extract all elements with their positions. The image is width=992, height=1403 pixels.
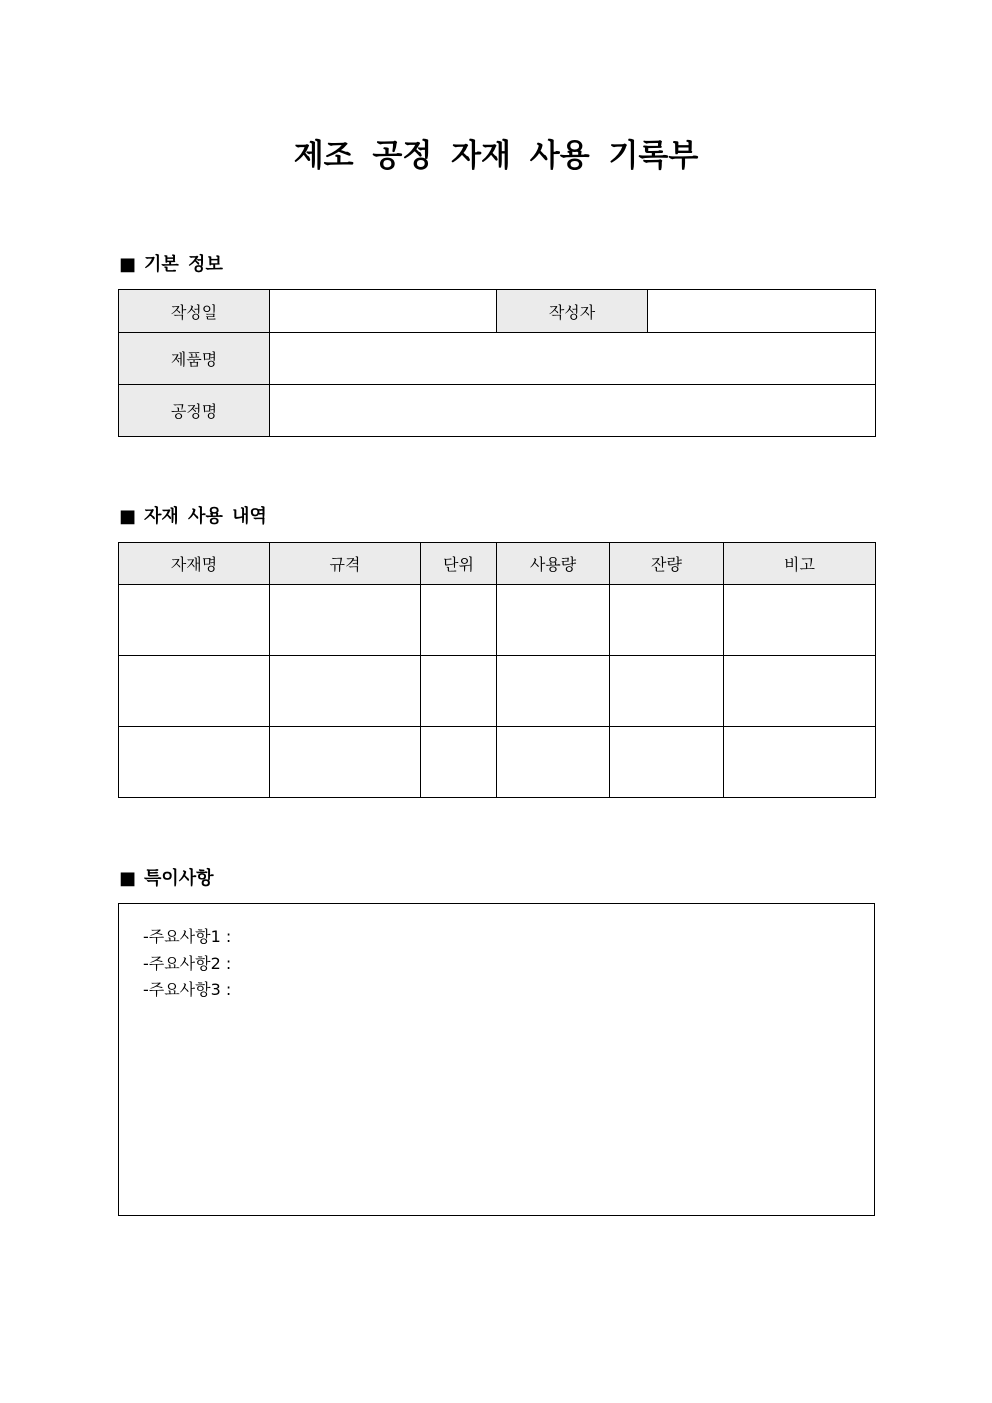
table-cell[interactable] xyxy=(270,656,421,727)
list-item: -주요사항3 : xyxy=(143,980,232,999)
label-process: 공정명 xyxy=(119,385,270,437)
label-author: 작성자 xyxy=(497,290,648,333)
table-cell[interactable] xyxy=(421,656,497,727)
table-cell[interactable] xyxy=(119,727,270,798)
table-cell[interactable] xyxy=(497,585,610,656)
table-cell[interactable] xyxy=(610,727,724,798)
label-date: 작성일 xyxy=(119,290,270,333)
table-cell[interactable] xyxy=(497,727,610,798)
table-cell[interactable] xyxy=(497,656,610,727)
section-title: 기본 정보 xyxy=(144,254,223,275)
section-heading-material-usage xyxy=(119,505,267,529)
table-row xyxy=(119,727,876,798)
table-cell[interactable] xyxy=(270,727,421,798)
table-cell[interactable] xyxy=(421,585,497,656)
column-header-note: 비고 xyxy=(724,543,876,585)
date-value-field[interactable] xyxy=(270,290,497,333)
column-header-remaining: 잔량 xyxy=(610,543,724,585)
table-row xyxy=(119,656,876,727)
square-bullet-icon: ■ xyxy=(119,868,137,889)
square-bullet-icon: ■ xyxy=(119,254,137,275)
column-header-material-name: 자재명 xyxy=(119,543,270,585)
column-header-used-qty: 사용량 xyxy=(497,543,610,585)
document-title: 제조 공정 자재 사용 기록부 xyxy=(293,138,699,174)
column-header-spec: 규격 xyxy=(270,543,421,585)
table-cell[interactable] xyxy=(270,585,421,656)
label-product: 제품명 xyxy=(119,333,270,385)
square-bullet-icon: ■ xyxy=(119,506,137,527)
table-cell[interactable] xyxy=(724,727,876,798)
table-cell[interactable] xyxy=(119,585,270,656)
author-value-field[interactable] xyxy=(648,290,876,333)
remarks-box[interactable] xyxy=(118,903,875,1216)
product-value-field[interactable] xyxy=(270,333,876,385)
table-cell[interactable] xyxy=(724,585,876,656)
column-header-unit: 단위 xyxy=(421,543,497,585)
section-title: 자재 사용 내역 xyxy=(144,506,267,527)
remarks-list xyxy=(119,904,874,1004)
table-cell[interactable] xyxy=(119,656,270,727)
section-title: 특이사항 xyxy=(144,868,214,889)
list-item: -주요사항2 : xyxy=(143,953,232,973)
table-cell[interactable] xyxy=(610,585,724,656)
section-heading-basic-info xyxy=(119,253,223,277)
list-item: -주요사항1 : xyxy=(143,927,232,946)
table-cell[interactable] xyxy=(421,727,497,798)
table-cell[interactable] xyxy=(724,656,876,727)
material-usage-table xyxy=(118,542,876,798)
basic-info-table xyxy=(118,289,876,437)
table-cell[interactable] xyxy=(610,656,724,727)
process-value-field[interactable] xyxy=(270,385,876,437)
table-header-row xyxy=(119,543,876,585)
section-heading-remarks xyxy=(119,867,214,891)
table-row xyxy=(119,585,876,656)
